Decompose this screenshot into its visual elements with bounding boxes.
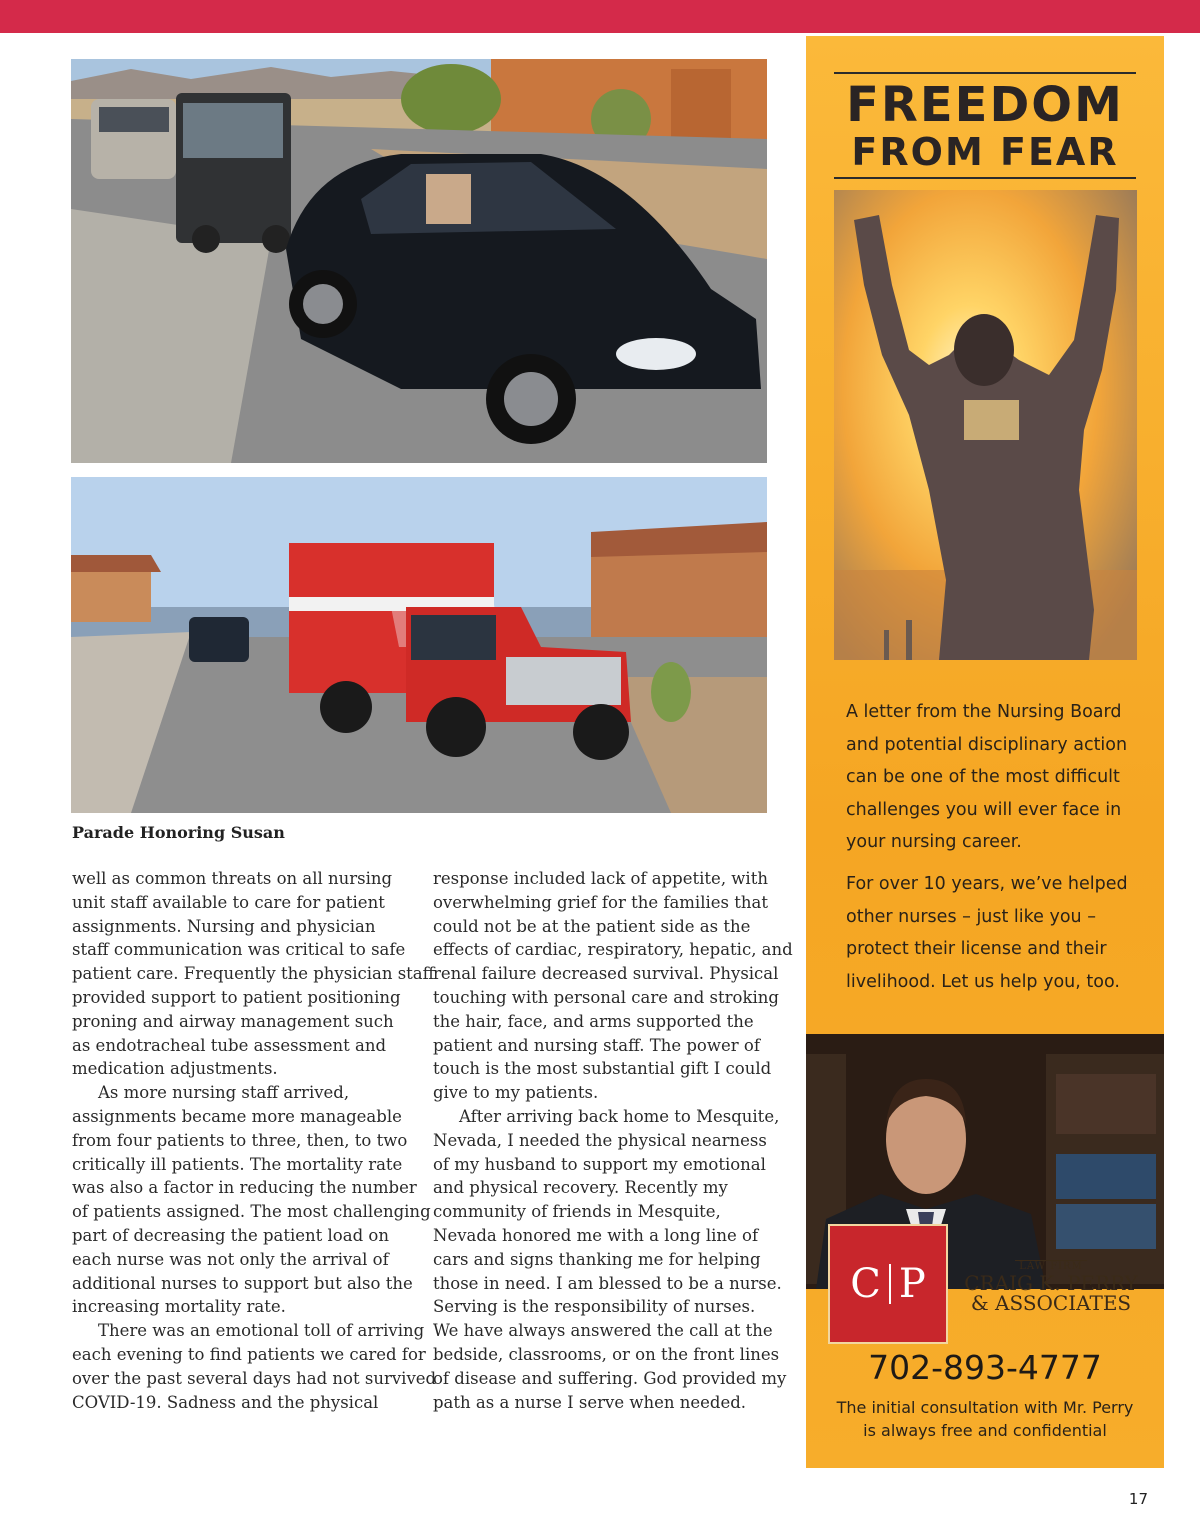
article-paragraph: well as common threats on all nursing unit staff available to care for patient assignments. Nursing and physician staff communication was critical to safe patient care. Frequently the physician staff provided support to patient positioning proning and airway management such as endotracheal tube assessment and medication adjustments. [72,869,435,1079]
ad-top-rule [834,72,1136,74]
law-firm-advertisement[interactable] [806,36,1164,1468]
logo-divider [889,1264,891,1304]
article-paragraph: There was an emotional toll of arriving each evening to find patients we cared for over the past several days had not survived COVID-19. Sadness and the physical [72,1321,437,1412]
ad-body-paragraph-2: For over 10 years, we’ve helped other nurses – just like you – protect their license and their livelihood. Let us help you, too. [846,874,1128,992]
ad-bottom-rule [834,177,1136,179]
consultation-note: The initial consultation with Mr. Perry is always free and confidential [836,1398,1134,1440]
top-color-bar [0,0,1200,33]
article-right-column [433,867,793,1414]
article-paragraph: After arriving back home to Mesquite, Nevada, I needed the physical nearness of my husband to support my emotional and physical recovery. Recently my community of friends in Mesquite, Nevada honored me with a long line of cars and signs thanking me for helping those in need. I am blessed to be a nurse. Serving is the responsibility of nurses. We have always answered the call at the bedside, classrooms, or on the front lines of disease and suffering. God provided my path as a nurse I serve when needed. [433,1106,787,1412]
article-paragraph: As more nursing staff arrived, assignments became more manageable from four patients to three, then, to two critically ill patients. The mortality rate was also a factor in reducing the number of patients assigned. The most challenging part of decreasing the patient load on each nurse was not only the arrival of additional nurses to support but also the increasing mortality rate. [72,1083,431,1317]
firm-name-line-1: CRAIG K. PERRY [964,1271,1138,1295]
phone-number[interactable]: 702-893-4777 [868,1348,1102,1387]
page-number: 17 [1128,1490,1148,1508]
ad-headline-2: FROM FEAR [851,130,1119,174]
cp-logo: C P [828,1224,948,1344]
firm-name-block [952,1254,1150,1313]
ambulance-parade-photo [71,477,767,813]
car-parade-photo [71,59,767,463]
ad-headline-1: FREEDOM [846,77,1124,133]
ad-body-paragraph-1: A letter from the Nursing Board and potential disciplinary action can be one of the most difficult challenges you will ever face in your nursing career. [846,702,1128,852]
photo-caption: Parade Honoring Susan [72,823,285,842]
woman-arms-raised-photo [834,190,1137,660]
article-paragraph: response included lack of appetite, with overwhelming grief for the families that could not be at the patient side as the effects of cardiac, respiratory, hepatic, and renal failure decreased survival. Physical touching with personal care and stroking the hair, face, and arms supported the patient and nursing staff. The power of touch is the most substantial gift I could give to my patients. [433,869,793,1103]
article-left-column [72,867,437,1414]
firm-label: LAW FIRM [1015,1260,1087,1272]
firm-name-line-2: & ASSOCIATES [970,1291,1132,1315]
